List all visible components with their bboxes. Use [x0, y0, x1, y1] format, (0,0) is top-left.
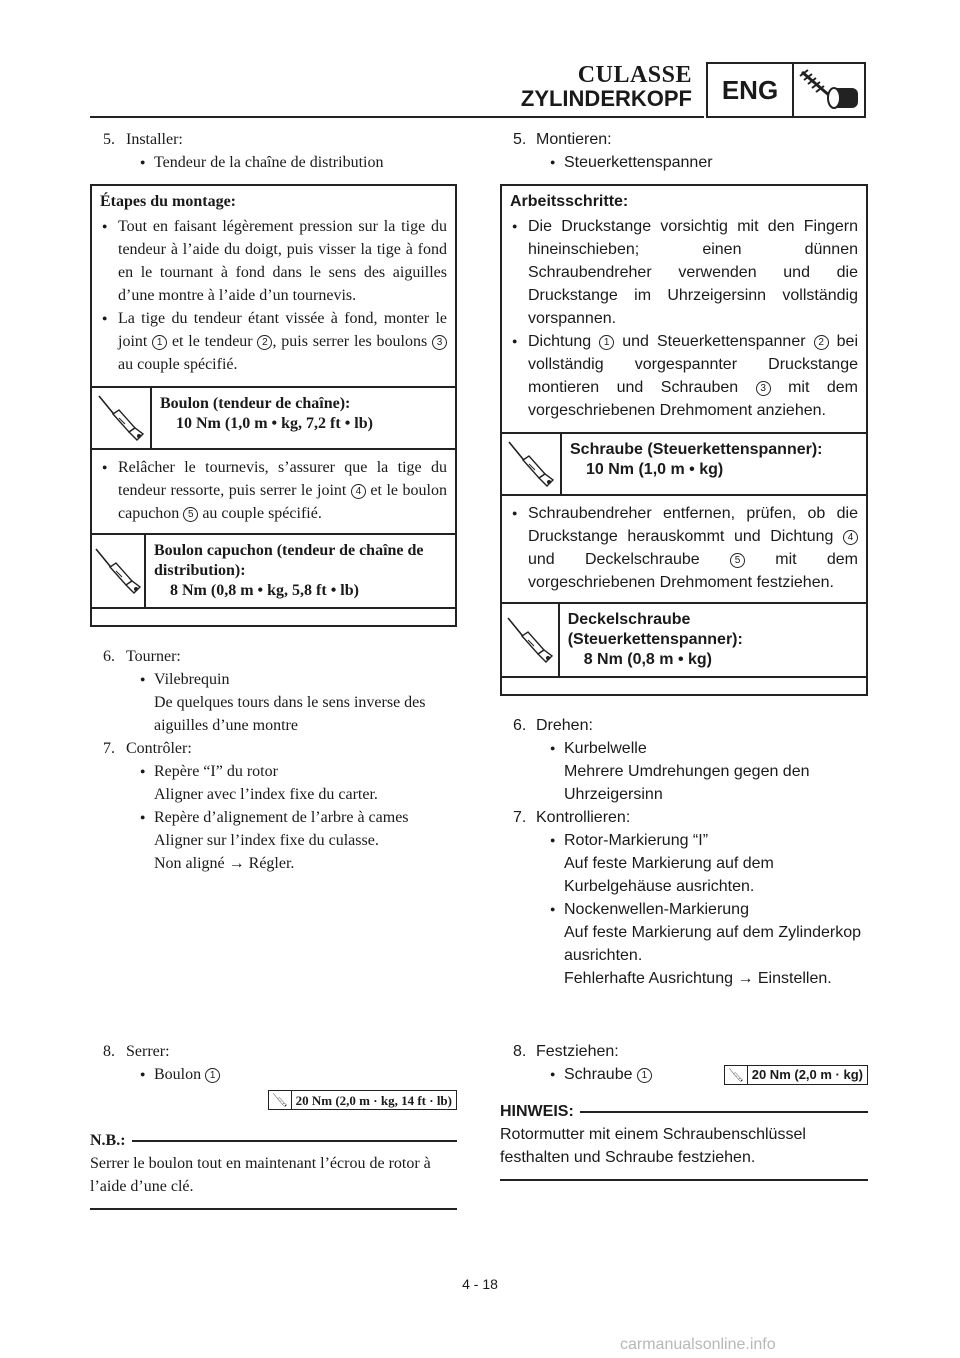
fr-torque-1-label: Boulon (tendeur de chaîne): — [160, 395, 351, 412]
de-step-5-item: ● Steuerkettenspanner — [500, 151, 868, 174]
de-step-6 — [500, 714, 868, 737]
de-step-8-spec-value: 20 Nm (2,0 m · kg) — [751, 1067, 863, 1082]
de-step-7-item-1: ● Rotor-Markierung “I” — [500, 829, 868, 852]
de-step-8-title: Festziehen: — [536, 1043, 619, 1060]
fr-step-7-item-2: ● Repère d’alignement de l’arbre à cames — [90, 806, 457, 829]
de-step-8 — [500, 1040, 868, 1063]
ref-1: 1 — [599, 335, 614, 350]
fr-note-header — [90, 1129, 457, 1152]
de-b2-text-a: Dichtung — [528, 333, 600, 350]
de-step-8-item-text: Schraube — [564, 1066, 637, 1083]
de-step-7-sub-1: Auf feste Markierung auf dem Kurbelgehäuse ausrichten. — [564, 855, 774, 895]
ref-2: 2 — [814, 335, 829, 350]
de-torque-2-label: Deckelschraube (Steuerkettenspanner): — [567, 611, 743, 648]
de-b2-text-c: bei vollständig vorgespannter Druckstange montieren und Schrauben — [528, 333, 859, 396]
torque-wrench-icon — [725, 1066, 748, 1084]
de-step-7-number: 7. — [513, 809, 527, 826]
fr-step-8-spec-value: 20 Nm (2,0 m · kg, 14 ft · lb) — [295, 1092, 452, 1108]
fr-step-7 — [90, 737, 457, 760]
fr-b3-text-c: au couple spécifié. — [198, 505, 322, 522]
de-torque-1-value: 10 Nm (1,0 m • kg) — [586, 461, 724, 478]
torque-wrench-icon — [502, 434, 562, 494]
fr-step-6-item: ● Vilebrequin — [90, 668, 457, 691]
de-note-rule — [580, 1111, 868, 1113]
de-step-8-number: 8. — [513, 1043, 527, 1060]
section-badge — [706, 62, 866, 118]
de-step-8-torque-spec — [724, 1065, 868, 1085]
de-step-7-sub-3: Fehlerhafte Ausrichtung → Einstellen. — [564, 970, 832, 987]
de-note-title: HINWEIS: — [500, 1103, 574, 1120]
fr-torque-1-value: 10 Nm (1,0 m • kg, 7,2 ft • lb) — [176, 415, 373, 432]
header-title-de: ZYLINDERKOPF — [520, 86, 692, 111]
de-b2-text-d: mit dem vorgeschriebenen Drehmoment anziehen. — [528, 379, 858, 419]
fr-step-7-sub-2: Aligner sur l’index fixe du culasse. — [154, 832, 379, 849]
fr-b2-text-a: La tige du tendeur étant vissée à fond, monter le joint — [118, 310, 447, 350]
de-note-end-rule — [500, 1179, 868, 1181]
de-step-7 — [500, 806, 868, 829]
de-note-header — [500, 1100, 868, 1123]
de-step-6-item: ● Kurbelwelle — [500, 737, 868, 760]
ref-1: 1 — [205, 1068, 220, 1083]
fr-b3-text-b: et le boulon capuchon — [118, 482, 447, 522]
fr-step-5-item: ● Tendeur de la chaîne de distribution — [90, 151, 457, 174]
fr-box-bullet-3 — [92, 450, 455, 533]
ref-5: 5 — [183, 507, 198, 522]
fr-b2-text-b: et le tendeur — [167, 333, 258, 350]
de-step-6-number: 6. — [513, 717, 527, 734]
fr-b2-text-d: au couple spécifié. — [118, 356, 238, 373]
fr-note-text: Serrer le boulon tout en maintenant l’écrou de rotor à l’aide d’une clé. — [90, 1155, 431, 1195]
fr-step-8-number: 8. — [103, 1043, 115, 1060]
fr-box-title: Étapes du montage: — [100, 193, 237, 210]
fr-step-8-block — [90, 1040, 457, 1210]
de-step-5 — [500, 128, 868, 151]
fr-note-rule — [132, 1140, 457, 1142]
de-torque-1-label: Schraube (Steuerkettenspanner): — [570, 441, 823, 458]
header-rule — [90, 116, 704, 118]
ref-3: 3 — [756, 381, 771, 396]
de-b2-text-b: und Steuerkettenspanner — [614, 333, 814, 350]
fr-step-7-number: 7. — [103, 740, 115, 757]
page-number: 4 - 18 — [462, 1276, 498, 1292]
fr-torque-spec-1 — [92, 386, 455, 450]
fr-step-5 — [90, 128, 457, 151]
column-german — [500, 128, 868, 990]
de-assembly-box — [500, 184, 868, 696]
de-step-5-title: Montieren: — [536, 131, 612, 148]
de-step-6-sub: Mehrere Umdrehungen gegen den Uhrzeigersinn — [564, 763, 810, 803]
section-label: ENG — [708, 64, 794, 116]
column-french — [90, 128, 457, 875]
de-step-7-title: Kontrollieren: — [536, 809, 631, 826]
fr-step-7-sub-1: Aligner avec l’index fixe du carter. — [154, 786, 378, 803]
ref-3: 3 — [432, 335, 447, 350]
fr-step-6 — [90, 645, 457, 668]
fr-note-end-rule — [90, 1208, 457, 1210]
fr-step-6-sub: De quelques tours dans le sens inverse des aiguilles d’une montre — [154, 694, 426, 734]
ref-4: 4 — [351, 484, 366, 499]
fr-step-8 — [90, 1040, 457, 1063]
torque-wrench-icon — [269, 1091, 292, 1109]
fr-b2-text-c: , puis serrer les boulons — [272, 333, 432, 350]
fr-assembly-box — [90, 184, 457, 627]
engine-icon — [794, 64, 864, 116]
fr-step-7-item-1: ● Repère “I” du rotor — [90, 760, 457, 783]
de-step-7-sub-2: Auf feste Markierung auf dem Zylinderkop ausrichten. — [564, 924, 862, 964]
de-b3-text-c: mit dem vorgeschriebenen Drehmoment festziehen. — [528, 551, 858, 591]
fr-step-8-item-text: Boulon — [154, 1066, 206, 1083]
fr-step-5-title: Installer: — [126, 131, 183, 148]
ref-1: 1 — [152, 335, 167, 350]
fr-b3-text-a: Relâcher le tournevis, s’assurer que la tige du tendeur ressorte, puis serrer le joint — [118, 459, 447, 499]
de-box-bullet-2 — [502, 330, 866, 432]
de-step-7-item-2: ● Nockenwellen-Markierung — [500, 898, 868, 921]
ref-1: 1 — [637, 1068, 652, 1083]
header-title-fr: CULASSE — [577, 62, 692, 88]
fr-torque-2-label: Boulon capuchon (tendeur de chaîne de distribution): — [154, 542, 424, 579]
fr-torque-spec-2 — [92, 533, 455, 609]
fr-box-bullet-1: ● Tout en faisant légèrement pression sur la tige du tendeur à l’aide du doigt, puis visser la tige à fond en le tournant à fond dans le sens des aiguilles d’une montre à l’aide d’un tournevis. — [92, 215, 455, 307]
fr-step-7-sub-3: Non aligné → Régler. — [154, 855, 295, 872]
fr-step-6-number: 6. — [103, 648, 115, 665]
torque-wrench-icon — [502, 604, 560, 676]
fr-step-6-title: Tourner: — [126, 648, 181, 665]
de-step-8-block — [500, 1040, 868, 1181]
de-step-8-item — [500, 1063, 868, 1086]
fr-step-7-title: Contrôler: — [126, 740, 192, 757]
de-box-bullet-1: ● Die Druckstange vorsichtig mit den Fingern hineinschieben; einen dünnen Schraubendreher verwenden und die Druckstange im Uhrzeigersinn vollständig vorspannen. — [502, 215, 866, 330]
fr-box-bullet-2 — [92, 307, 455, 386]
de-box-title: Arbeitsschritte: — [510, 193, 629, 210]
fr-step-8-title: Serrer: — [126, 1043, 170, 1060]
de-step-6-title: Drehen: — [536, 717, 593, 734]
de-torque-spec-1 — [502, 432, 866, 496]
fr-note-title: N.B.: — [90, 1132, 126, 1149]
ref-4: 4 — [843, 530, 858, 545]
fr-step-5-number: 5. — [103, 131, 115, 148]
ref-5: 5 — [730, 553, 745, 568]
fr-step-8-torque-spec — [268, 1090, 457, 1110]
ref-2: 2 — [257, 335, 272, 350]
de-step-5-number: 5. — [513, 131, 527, 148]
de-b3-text-a: Schraubendreher entfernen, prüfen, ob die Druckstange herauskommt und Dichtung — [528, 505, 858, 545]
watermark: carmanualsonline.info — [620, 1336, 776, 1353]
de-torque-2-value: 8 Nm (0,8 m • kg) — [583, 651, 712, 668]
fr-torque-2-value: 8 Nm (0,8 m • kg, 5,8 ft • lb) — [170, 582, 359, 599]
de-note-text: Rotormutter mit einem Schraubenschlüssel festhalten und Schraube festziehen. — [500, 1126, 806, 1166]
torque-wrench-icon — [92, 535, 146, 607]
de-b3-text-b: und Deckelschraube — [528, 551, 730, 568]
fr-step-8-item — [90, 1063, 457, 1086]
de-box-bullet-3 — [502, 496, 866, 602]
de-torque-spec-2 — [502, 602, 866, 678]
torque-wrench-icon — [92, 388, 152, 448]
